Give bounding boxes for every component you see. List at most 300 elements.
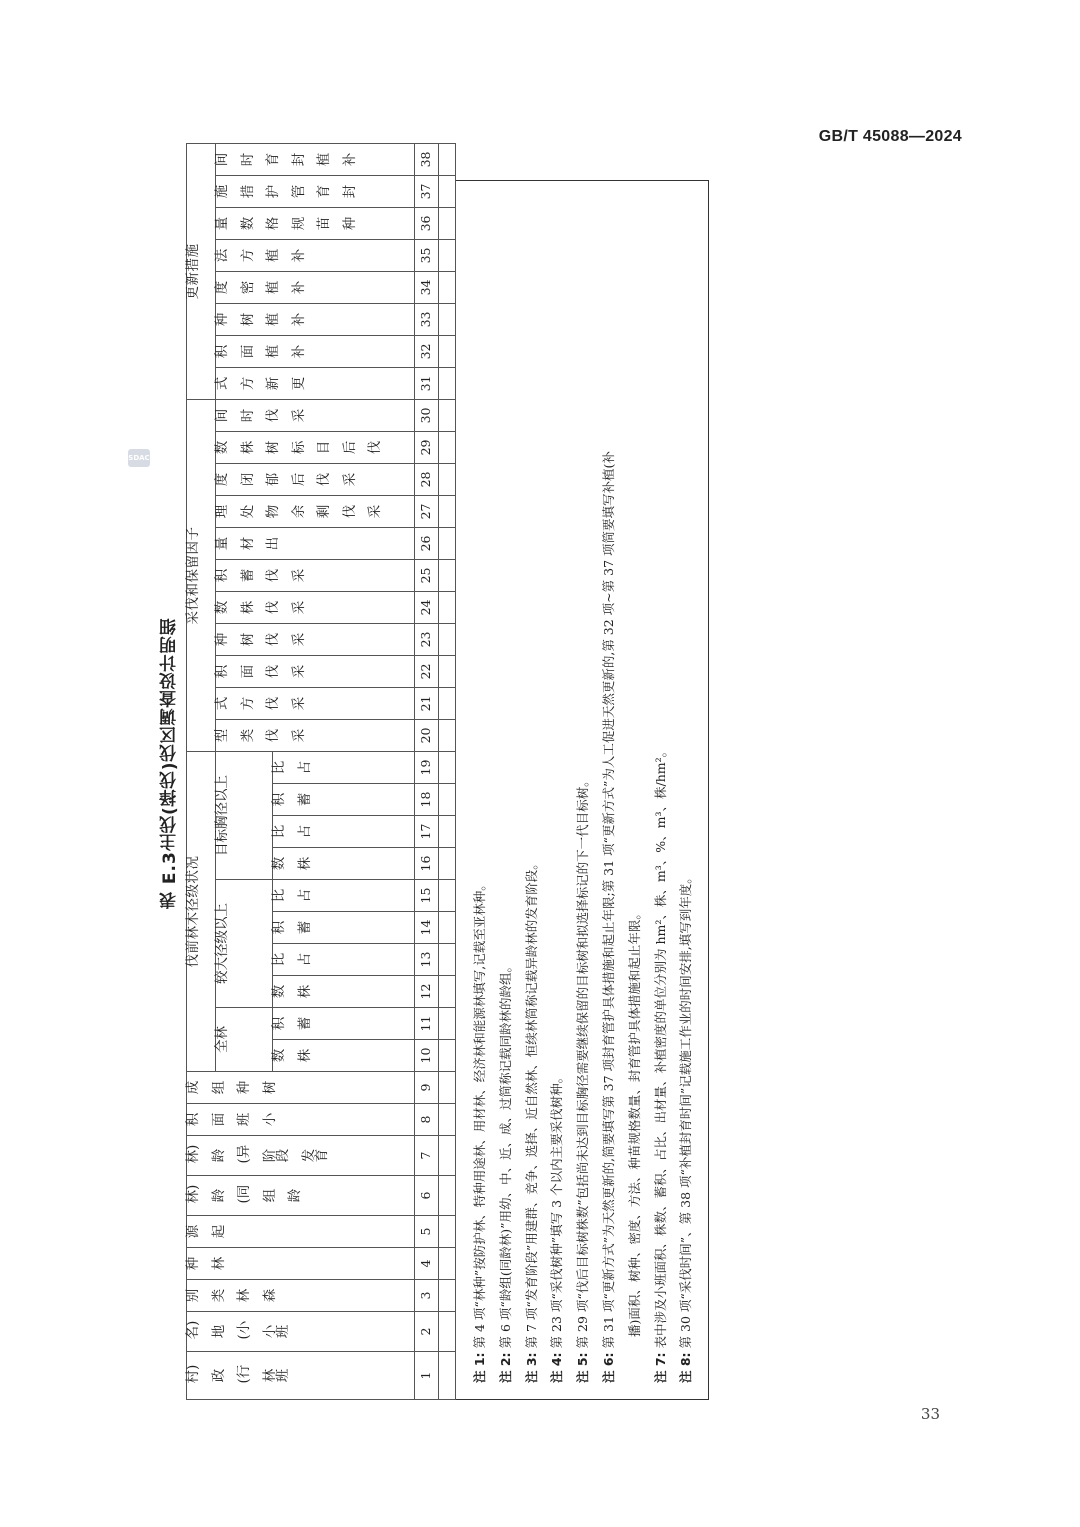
column-number-cell [415,1176,439,1216]
empty-cell [439,784,456,816]
column-number-cell [415,527,439,559]
column-header-text: 蓄 [296,792,313,807]
column-header [216,623,415,655]
column-header-text: 树 [265,440,281,455]
column-header-text: 林班 [261,1368,291,1383]
column-header-text: 数 [271,1048,287,1063]
column-number-cell [415,1352,439,1400]
column-number-cell [415,1280,439,1312]
column-header-text: 数 [271,984,287,999]
column-header [273,912,415,944]
column-header-text: 度 [214,280,230,295]
column-header [187,1312,415,1352]
column-header-text: 积 [214,568,230,583]
column-number: 32 [418,343,434,360]
column-number: 23 [418,631,434,648]
column-number: 22 [418,663,434,680]
note-label: 注 8: [678,1352,694,1383]
column-number: 6 [418,1191,434,1200]
column-number-cell [415,1248,439,1280]
empty-cell [439,239,456,271]
column-header-text: 补 [290,344,307,359]
table-notes [456,180,709,1400]
column-number-cell [415,1312,439,1352]
empty-cell [439,335,456,367]
column-header-text: 种 [185,1256,201,1271]
column-header-text: 林 [236,1288,252,1303]
column-number: 13 [418,951,434,968]
column-number-cell [415,1040,439,1072]
column-number-cell [415,175,439,207]
column-header-text: (小 [236,1320,252,1340]
table-title-prefix: 表 E.3 [160,851,180,910]
column-header [187,1280,415,1312]
note-label: 注 3: [523,1352,539,1383]
column-header-text: 种 [214,312,230,327]
column-header-text: 新 [265,376,281,391]
column-header-text: 采 [367,504,383,519]
column-number: 37 [418,183,434,200]
rotated-table-region [185,151,709,1400]
page-number: 33 [920,1405,940,1423]
column-header-text: 伐 [265,664,281,679]
column-number: 28 [418,471,434,488]
column-header-text: 式 [214,696,230,711]
empty-cell [439,143,456,175]
column-header [187,1216,415,1248]
column-number-cell [415,848,439,880]
column-header [216,143,415,175]
column-header-text: 别 [185,1288,201,1303]
column-header-text: 施 [214,184,230,199]
column-header-text: 树 [239,632,256,647]
column-header-text: 处 [239,504,256,519]
column-header [187,1072,415,1104]
column-header-text: 树 [239,312,256,327]
empty-cell [439,848,456,880]
column-header-text: 育 [316,184,332,199]
column-number-cell [415,687,439,719]
column-header-text: 标 [290,440,307,455]
table-title-text: 主伐(择伐)伐区调查设计明细 [160,617,180,852]
column-header-text: 占 [296,824,313,839]
column-number-cell [415,655,439,687]
design-detail-table [186,143,456,1400]
column-number-cell [415,1008,439,1040]
column-header-text: (行 [236,1364,252,1384]
column-header [216,719,415,751]
column-header-text: 龄 [287,1188,303,1203]
empty-cell [439,944,456,976]
column-header-text: 式 [214,376,230,391]
column-header-text: 比 [271,888,287,903]
column-header-text: 伐 [341,504,358,519]
column-header-text: 伐 [265,568,281,583]
column-header-text: 量 [214,216,230,231]
empty-cell [439,303,456,335]
column-number-cell [415,751,439,783]
column-header-text: 源 [185,1224,201,1239]
column-header-text: 措 [239,184,256,199]
column-header-text: 目 [316,440,332,455]
column-header [216,591,415,623]
column-number: 33 [418,311,434,328]
column-number: 14 [418,919,434,936]
note-text: 第 23 项“采伐树种”填写 3 个以内主要采伐树种。 [549,1070,565,1353]
column-header [216,303,415,335]
column-number-cell [415,271,439,303]
column-header [216,463,415,495]
column-number-cell [415,495,439,527]
column-number: 10 [418,1047,434,1064]
column-header-text: 植 [265,280,281,295]
column-header-text: 苗 [316,216,332,231]
note-continuation: 播)面积、树种、密度、方法、种苗规格数量、封育管护具体措施和起止年限。 [626,907,642,1337]
column-header-text: 面 [239,344,256,359]
column-number-cell [415,1136,439,1176]
column-header-text: 积 [214,344,230,359]
column-header [273,816,415,848]
column-number-cell [415,239,439,271]
column-header-text: 发育 [300,1148,330,1163]
note-text: 第 31 项“更新方式”为天然更新的,简要填写第 37 项封育管护具体措施和起止年限;第 31 项“更新方式”为人工促进天然更新的,第 32 项~第 37 项简要填写补植(补 [600,451,616,1353]
column-header-text: 材 [239,536,256,551]
empty-cell [439,1248,456,1280]
column-header-text: 株 [296,1048,313,1063]
group-large-dbh: 较大径级以上 [216,880,273,1008]
note-line [544,197,570,1383]
column-number-cell [415,944,439,976]
column-header [187,1104,415,1136]
column-header-text: 出 [265,536,281,551]
empty-cell [439,495,456,527]
note-line [493,197,519,1383]
column-header-text: 地 [210,1324,227,1339]
column-number-cell [415,399,439,431]
note-line [467,197,493,1383]
column-header [273,976,415,1008]
column-number: 27 [418,503,434,520]
column-header-text: 理 [214,504,230,519]
column-header-text: 封 [341,184,358,199]
column-header-text: 占 [296,888,313,903]
column-number: 36 [418,215,434,232]
empty-cell [439,912,456,944]
column-number: 5 [418,1227,434,1236]
column-number: 3 [418,1291,434,1300]
column-number: 17 [418,823,434,840]
column-header [216,559,415,591]
column-number: 18 [418,791,434,808]
column-header-text: 面 [210,1112,227,1127]
column-header-text: 方 [239,248,256,263]
empty-cell [439,1104,456,1136]
note-line [570,197,596,1383]
column-header-text: 积 [271,792,287,807]
empty-cell [439,463,456,495]
column-header-text: 伐 [265,632,281,647]
column-header-text: 班 [236,1112,252,1127]
column-number-cell [415,207,439,239]
column-header [187,1352,415,1400]
empty-cell [439,1008,456,1040]
column-number-cell [415,912,439,944]
column-header [273,944,415,976]
column-number-cell [415,1072,439,1104]
empty-cell [439,1280,456,1312]
column-header-text: 规 [290,216,307,231]
column-header-text: 植 [316,152,332,167]
column-header [216,175,415,207]
column-header-text: 起 [210,1224,227,1239]
column-header [273,1008,415,1040]
column-header-text: 林) [185,1144,201,1164]
column-header [216,655,415,687]
column-header-text: 管 [290,184,307,199]
column-number-cell [415,591,439,623]
column-header-text: 林) [185,1184,201,1204]
column-header-text: 型 [214,728,230,743]
empty-data-row [439,143,456,1399]
empty-cell [439,816,456,848]
column-header-text: 名) [185,1320,201,1340]
column-number-cell [415,559,439,591]
column-number: 16 [418,855,434,872]
column-header-text: 伐 [316,472,332,487]
column-number: 8 [418,1115,434,1124]
column-header-text: 积 [214,664,230,679]
column-number: 21 [418,695,434,712]
empty-cell [439,719,456,751]
column-number-cell [415,335,439,367]
column-header-text: 比 [271,824,287,839]
column-number: 24 [418,599,434,616]
column-number-cell [415,303,439,335]
column-number-cell [415,880,439,912]
empty-cell [439,623,456,655]
column-header-text: 蓄 [296,1016,313,1031]
column-number-row [415,143,439,1399]
note-text: 第 4 项“林种”按防护林、特种用途林、用材林、经济林和能源林填写,记载至亚林种。 [472,878,487,1353]
watermark-stamp: SDAC [128,449,150,467]
column-header-text: 类 [239,728,256,743]
column-header-text: 小 [261,1112,278,1127]
table-title [157,0,182,1527]
empty-cell [439,207,456,239]
column-header-text: 物 [265,504,281,519]
column-header-text: 郁 [265,472,281,487]
empty-cell [439,880,456,912]
empty-cell [439,271,456,303]
column-header-text: 护 [265,184,281,199]
group-renewal: 更新措施 [187,143,216,399]
column-header-text: 度 [214,472,230,487]
column-header-text: 补 [290,312,307,327]
column-header-text: 伐 [265,408,281,423]
empty-cell [439,1072,456,1104]
note-line [596,197,622,1383]
empty-cell [439,751,456,783]
column-header-text: 积 [271,920,287,935]
column-number-cell [415,623,439,655]
empty-cell [439,559,456,591]
column-number: 15 [418,887,434,904]
column-header-text: 种 [341,216,358,231]
column-number: 7 [418,1151,434,1160]
column-header-text: 比 [271,952,287,967]
column-header-text: 补 [290,248,307,263]
column-header-text: 伐 [265,696,281,711]
column-header-text: 采 [290,408,307,423]
column-header-text: 村) [185,1364,201,1384]
column-header-text: 植 [265,312,281,327]
column-header-text: 后 [341,440,358,455]
column-header-text: 补 [290,280,307,295]
column-header-text: 伐 [265,728,281,743]
group-target-dbh: 目标胸径以上 [216,751,273,879]
column-number: 2 [418,1327,434,1336]
empty-cell [439,687,456,719]
column-header-text: 政 [210,1368,227,1383]
note-label: 注 1: [472,1352,487,1383]
column-header-text: 林 [210,1256,227,1271]
empty-cell [439,175,456,207]
column-header-text: 组 [261,1188,278,1203]
column-header [216,271,415,303]
column-header-text: 采 [290,696,307,711]
column-header [216,687,415,719]
column-header [187,1136,415,1176]
empty-cell [439,1352,456,1400]
column-number: 9 [418,1083,434,1092]
note-text: 第 6 项“龄组(同龄林)”用幼、中、近、成、过简称记载同龄林的龄组。 [497,960,513,1353]
note-label: 注 7: [652,1352,668,1383]
column-header-text: 伐 [265,600,281,615]
column-header-text: 数 [239,216,256,231]
column-header-text: 蓄 [296,920,313,935]
column-number: 30 [418,407,434,424]
empty-cell [439,591,456,623]
note-label: 注 2: [497,1352,513,1383]
column-header-text: 格 [265,216,281,231]
column-number-cell [415,1216,439,1248]
column-header [273,848,415,880]
column-header [273,751,415,783]
column-header [216,367,415,399]
column-header-text: 剩 [316,504,332,519]
column-header-text: 时 [239,408,256,423]
column-header-text: 余 [290,504,307,519]
column-header-text: 更 [290,376,307,391]
column-number: 4 [418,1259,434,1268]
column-header-text: 种 [236,1080,252,1095]
column-header [216,399,415,431]
column-number: 31 [418,375,434,392]
empty-cell [439,976,456,1008]
column-number-cell [415,719,439,751]
column-header-text: 采 [290,632,307,647]
empty-cell [439,1176,456,1216]
column-number: 29 [418,439,434,456]
column-number: 38 [418,151,434,168]
column-header-text: 采 [341,472,358,487]
column-header-text: 占 [296,952,313,967]
column-number: 34 [418,279,434,296]
column-header-text: 量 [214,536,230,551]
column-header-text: 小班 [261,1324,291,1339]
column-header-text: 伐 [367,440,383,455]
column-header-text: 比 [271,760,287,775]
column-header-text: 采 [290,664,307,679]
column-header-text: 方 [239,376,256,391]
column-header-text: 株 [239,600,256,615]
column-header-text: 株 [296,984,313,999]
empty-cell [439,431,456,463]
column-header-text: 采 [290,568,307,583]
column-header [187,1248,415,1280]
note-text: 第 29 项“伐后目标树株数”包括尚未达到目标胸径需要继续保留的目标树和拟选择标记的下一代目标树。 [575,774,591,1353]
column-number-cell [415,976,439,1008]
group-pre-harvest: 伐前林木径级状况 [187,751,216,1071]
column-header-text: 封 [290,152,307,167]
column-header-text: 数 [214,600,230,615]
column-header-text: 采 [290,600,307,615]
column-header-text: 树 [261,1080,278,1095]
column-header-text: 植 [265,248,281,263]
column-number: 19 [418,759,434,776]
column-header-text: 阶段 [261,1148,291,1163]
column-number-cell [415,367,439,399]
column-header-text: 后 [290,472,307,487]
note-label: 注 4: [549,1352,565,1383]
empty-cell [439,1312,456,1352]
column-header-text: 间 [214,408,230,423]
column-header [187,1176,415,1216]
column-header-text: 占 [296,760,313,775]
column-header-text: 龄 [210,1188,227,1203]
column-header-text: 闭 [239,472,256,487]
empty-cell [439,367,456,399]
column-header-text: (同 [236,1184,252,1204]
column-number-cell [415,784,439,816]
column-header-text: 补 [341,152,358,167]
column-number-cell [415,431,439,463]
empty-cell [439,655,456,687]
column-header-text: 方 [239,696,256,711]
column-header-text: 密 [239,280,256,295]
column-header [216,239,415,271]
note-label: 注 6: [600,1352,616,1383]
empty-cell [439,399,456,431]
column-header-text: 间 [214,152,230,167]
column-header-text: 蓄 [239,568,256,583]
column-number: 35 [418,247,434,264]
column-header [273,784,415,816]
column-header-text: 植 [265,344,281,359]
column-header [216,431,415,463]
column-number: 1 [418,1371,434,1380]
column-header-text: 法 [214,248,230,263]
column-number-cell [415,143,439,175]
empty-cell [439,1216,456,1248]
column-header-text: (异 [236,1144,252,1164]
column-number-cell [415,816,439,848]
note-line [519,197,545,1383]
column-number-cell [415,1104,439,1136]
column-header-text: 株 [296,856,313,871]
column-number: 26 [418,535,434,552]
empty-cell [439,1040,456,1072]
